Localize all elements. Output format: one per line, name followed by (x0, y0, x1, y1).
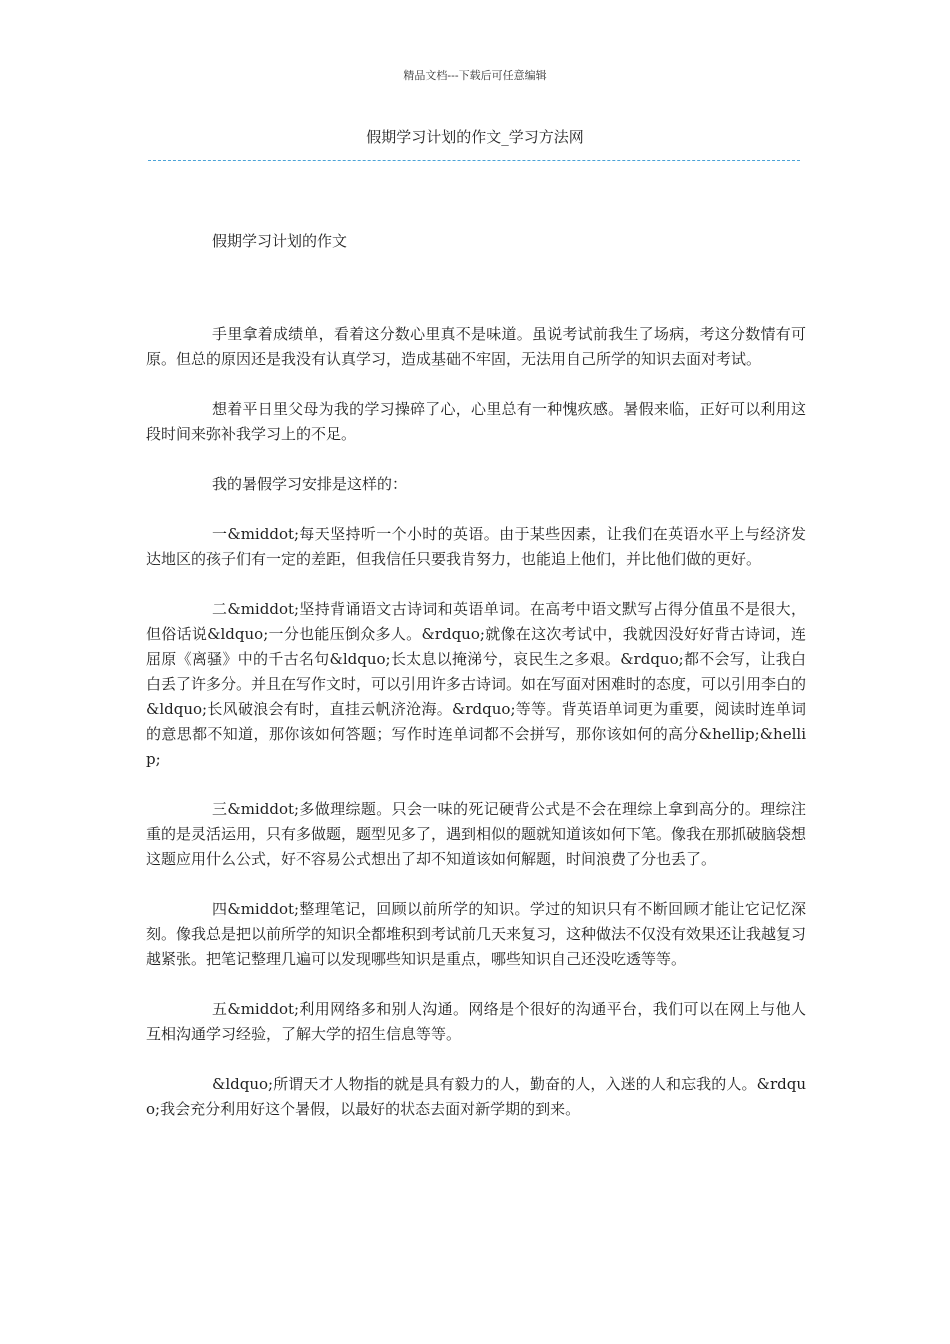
paragraph: 想着平日里父母为我的学习操碎了心，心里总有一种愧疚感。暑假来临，正好可以利用这段时间来弥补我学习上的不足。 (146, 400, 806, 443)
paragraph: 三&middot;多做理综题。只会一味的死记硬背公式是不会在理综上拿到高分的。理综注重的是灵活运用，只有多做题，题型见多了，遇到相似的题就知道该如何下笔。像我在那抓破脑袋想这题应用什么公式，好不容易公式想出了却不知道该如何解题，时间浪费了分也丢了。 (146, 800, 807, 868)
essay-title: 假期学习计划的作文 (212, 232, 348, 250)
paragraph: 一&middot;每天坚持听一个小时的英语。由于某些因素，让我们在英语水平上与经济发达地区的孩子们有一定的差距，但我信任只要我肯努力，也能追上他们，并比他们做的更好。 (146, 525, 806, 568)
paragraph: 五&middot;利用网络多和别人沟通。网络是个很好的沟通平台，我们可以在网上与他人互相沟通学习经验，了解大学的招生信息等等。 (146, 1000, 806, 1043)
title-divider (148, 160, 800, 161)
paragraph: 我的暑假学习安排是这样的： (212, 475, 408, 493)
paragraph: &ldquo;所谓天才人物指的就是具有毅力的人，勤奋的人，入迷的人和忘我的人。&rdquo;我会充分利用好这个暑假，以最好的状态去面对新学期的到来。 (146, 1075, 806, 1118)
paragraph: 二&middot;坚持背诵语文古诗词和英语单词。在高考中语文默写占得分值虽不是很大，但俗话说&ldquo;一分也能压倒众多人。&rdquo;就像在这次考试中，我就因没好好背古诗词，连屈原《离骚》中的千古名句&ldquo;长太息以掩涕兮，哀民生之多艰。&rdquo;都不会写，让我白白丢了许多分。并且在写作文时，可以引用许多古诗词。如在写面对困难时的态度，可以引用李白的&ldquo;长风破浪会有时，直挂云帆济沧海。&rdquo;等等。背英语单词更为重要，阅读时连单词的意思都不知道，那你该如何答题；写作时连单词都不会拼写，那你该如何的高分&hellip;&hellip; (146, 600, 807, 768)
paragraph: 四&middot;整理笔记，回顾以前所学的知识。学过的知识只有不断回顾才能让它记忆深刻。像我总是把以前所学的知识全都堆积到考试前几天来复习，这种做法不仅没有效果还让我越复习越紧张。把笔记整理几遍可以发现哪些知识是重点，哪些知识自己还没吃透等等。 (146, 900, 807, 968)
essay-body (146, 322, 806, 1147)
document-title: 假期学习计划的作文_学习方法网 (366, 128, 584, 146)
header-note: 精品文档---下载后可任意编辑 (403, 69, 547, 82)
paragraph: 手里拿着成绩单，看着这分数心里真不是味道。虽说考试前我生了场病，考这分数情有可原。但总的原因还是我没有认真学习，造成基础不牢固，无法用自己所学的知识去面对考试。 (146, 325, 806, 368)
